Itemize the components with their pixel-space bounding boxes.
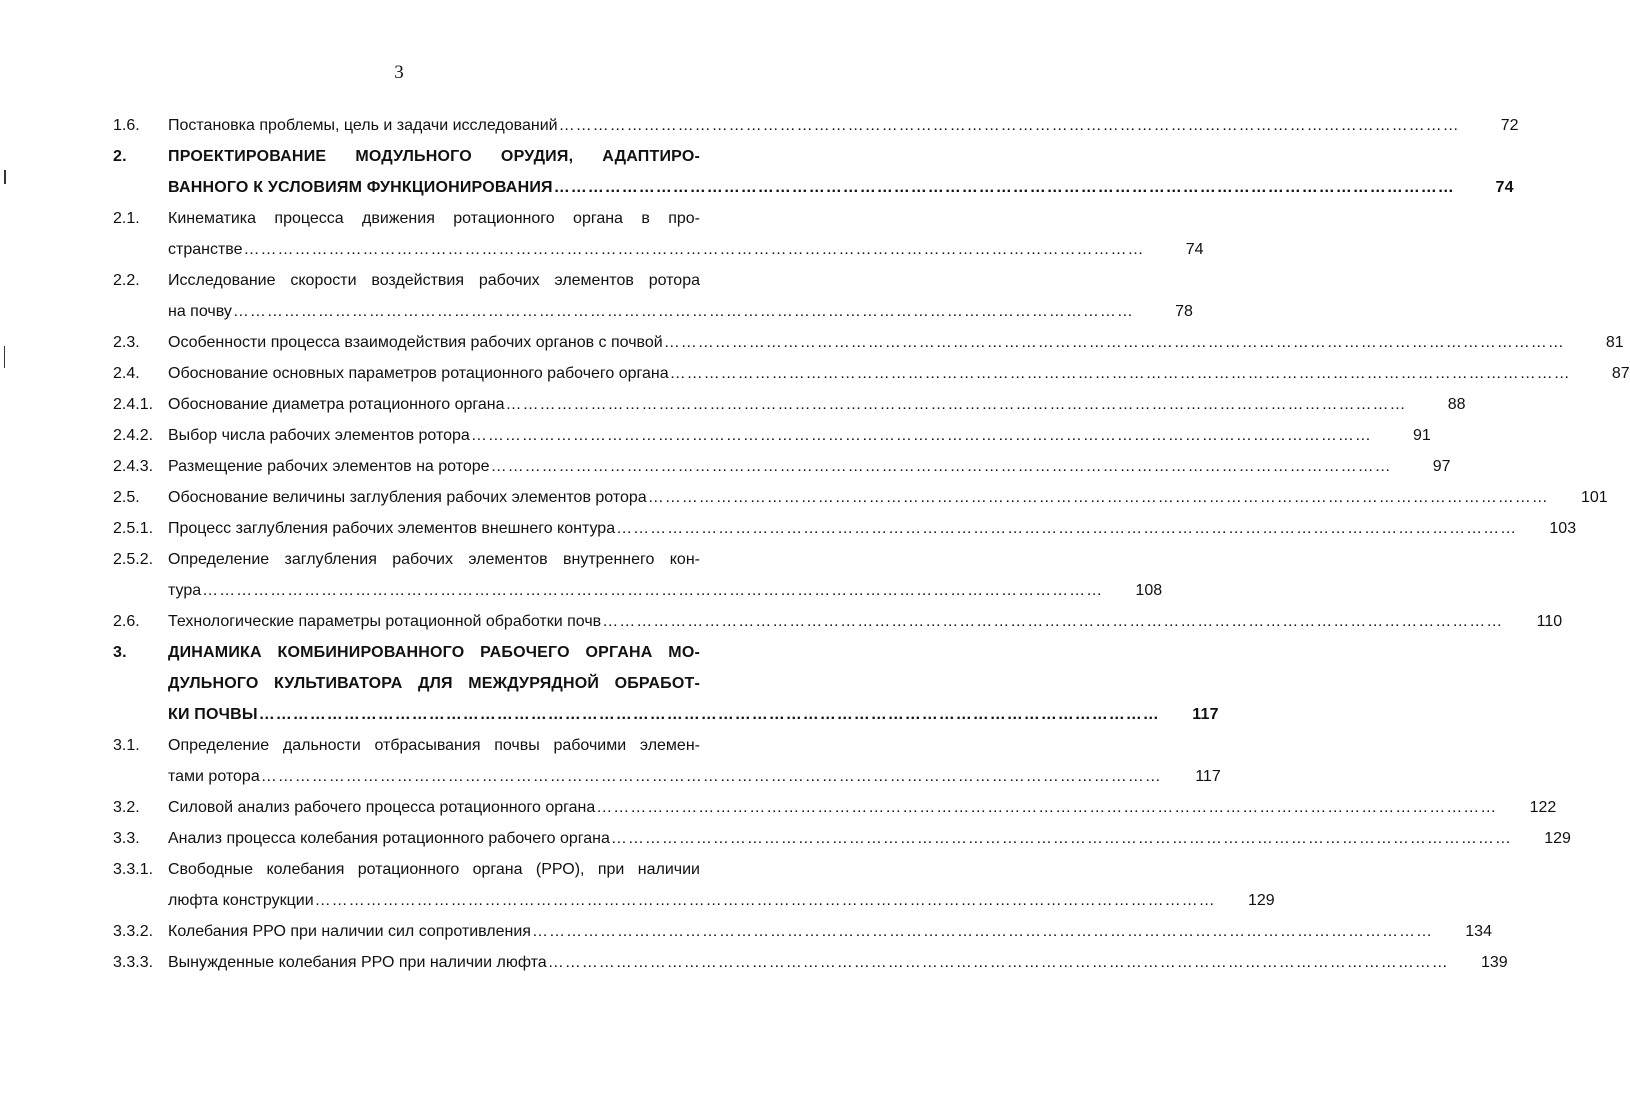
toc-line xyxy=(113,110,1519,141)
toc-entry-title: Анализ процесса колебания ротационного рабочего органа xyxy=(168,830,610,847)
toc-entry xyxy=(113,358,1630,389)
toc-entry-number: 2.3. xyxy=(113,334,140,351)
toc-entry-title-line xyxy=(168,916,1492,947)
toc-entry-title: Обоснование основных параметров ротационного рабочего органа xyxy=(168,365,669,382)
toc-entry-title: Обоснование величины заглубления рабочих элементов ротора xyxy=(168,489,647,506)
toc-line xyxy=(113,916,1492,947)
toc-page-number: 101 xyxy=(1580,489,1608,506)
toc-page-number: 139 xyxy=(1480,954,1508,971)
toc-entry-title: странстве xyxy=(168,241,243,258)
dot-leader: …………………………………………………………………………………………………………………………………………… xyxy=(602,613,1504,630)
toc-entry-title-line xyxy=(168,761,1221,792)
toc-page-number: 81 xyxy=(1605,334,1624,351)
toc-line xyxy=(113,265,745,296)
toc-entry-title: на почву xyxy=(168,303,232,320)
toc-entry-title: Вынужденные колебания РРО при наличии люфта xyxy=(168,954,547,971)
toc-entry-title: Постановка проблемы, цель и задачи исследований xyxy=(168,117,558,134)
toc-line xyxy=(113,234,1204,265)
toc-entry-title: Технологические параметры ротационной обработки почв xyxy=(168,613,602,630)
toc-entry-title: Силовой анализ рабочего процесса ротационного органа xyxy=(168,799,596,816)
toc-entry-number: 2.6. xyxy=(113,613,140,630)
toc-entry xyxy=(113,947,1508,978)
toc-entry-title: Кинематика процесса движения ротационного органа в про- xyxy=(168,210,700,227)
toc-entry xyxy=(113,854,1275,916)
dot-leader: …………………………………………………………………………………………………………………………………………… xyxy=(553,179,1455,196)
toc-entry-number: 3. xyxy=(113,644,127,661)
toc-line xyxy=(113,513,1577,544)
toc-line xyxy=(113,358,1630,389)
toc-line xyxy=(113,606,1563,637)
toc-page-number: 97 xyxy=(1432,458,1451,475)
margin-scan-mark xyxy=(4,346,5,368)
toc-entry-title: Определение заглубления рабочих элементов внутреннего кон- xyxy=(168,551,700,568)
toc-entry-title-line xyxy=(168,823,1571,854)
toc-entry-title-line xyxy=(168,389,1466,420)
toc-entry-number: 1.6. xyxy=(113,117,140,134)
dot-leader: …………………………………………………………………………………………………………………………………………… xyxy=(505,396,1407,413)
toc-page-number: 87 xyxy=(1611,365,1630,382)
toc-entry xyxy=(113,606,1563,637)
toc-page-number: 72 xyxy=(1500,117,1519,134)
toc-entry xyxy=(113,451,1451,482)
toc-page-number: 110 xyxy=(1536,613,1563,630)
toc-entry-title: ПРОЕКТИРОВАНИЕ МОДУЛЬНОГО ОРУДИЯ, АДАПТИРО- xyxy=(168,148,700,165)
toc-entry-title-line xyxy=(168,947,1508,978)
toc-page-number: 129 xyxy=(1544,830,1571,847)
dot-leader: …………………………………………………………………………………………………………………………………………… xyxy=(647,489,1549,506)
toc-line xyxy=(113,172,1514,203)
dot-leader: …………………………………………………………………………………………………………………………………………… xyxy=(202,582,1104,599)
toc-line xyxy=(113,203,745,234)
dot-leader: …………………………………………………………………………………………………………………………………………… xyxy=(663,334,1565,351)
toc-entry-title: Обоснование диаметра ротационного органа xyxy=(168,396,505,413)
toc-page-number: 117 xyxy=(1195,768,1221,785)
toc-line xyxy=(113,389,1466,420)
toc-line xyxy=(113,327,1624,358)
toc-entry xyxy=(113,265,1193,327)
toc-line xyxy=(113,637,745,668)
toc-page-number: 134 xyxy=(1465,923,1492,940)
table-of-contents xyxy=(113,110,1630,978)
dot-leader: …………………………………………………………………………………………………………………………………………… xyxy=(596,799,1498,816)
toc-entry-title-line xyxy=(168,110,1519,141)
toc-entry xyxy=(113,327,1624,358)
toc-line xyxy=(113,668,745,699)
toc-entry-number: 3.3.3. xyxy=(113,954,154,971)
toc-entry xyxy=(113,110,1519,141)
toc-entry-title: КИ ПОЧВЫ xyxy=(168,706,258,723)
toc-entry xyxy=(113,792,1557,823)
toc-entry xyxy=(113,141,1514,203)
toc-entry-title: Особенности процесса взаимодействия рабочих органов с почвой xyxy=(168,334,663,351)
toc-entry xyxy=(113,203,1204,265)
toc-entry-number: 2.4.1. xyxy=(113,396,154,413)
toc-entry-title-line xyxy=(168,420,1431,451)
toc-line xyxy=(113,947,1508,978)
toc-entry-title: Определение дальности отбрасывания почвы рабочими элемен- xyxy=(168,737,700,754)
toc-entry-title: тура xyxy=(168,582,202,599)
toc-page-number: 74 xyxy=(1495,179,1514,196)
dot-leader: …………………………………………………………………………………………………………………………………………… xyxy=(547,954,1449,971)
toc-line xyxy=(113,544,745,575)
toc-entry xyxy=(113,389,1466,420)
toc-entry-title: тами ротора xyxy=(168,768,260,785)
toc-entry-title: ДИНАМИКА КОМБИНИРОВАННОГО РАБОЧЕГО ОРГАНА МО- xyxy=(168,644,700,661)
toc-line xyxy=(113,823,1571,854)
toc-entry-number: 3.2. xyxy=(113,799,140,816)
toc-entry-title-line xyxy=(168,606,1563,637)
toc-entry-title: Процесс заглубления рабочих элементов внешнего контура xyxy=(168,520,616,537)
toc-page-number: 129 xyxy=(1247,892,1275,909)
toc-entry-number: 2.5.1. xyxy=(113,520,154,537)
toc-entry-title-line xyxy=(168,513,1577,544)
toc-entry-number: 3.1. xyxy=(113,737,140,754)
toc-page-number: 122 xyxy=(1529,799,1557,816)
toc-line xyxy=(113,482,1608,513)
toc-entry-number: 2.1. xyxy=(113,210,140,227)
toc-entry-title: ВАННОГО К УСЛОВИЯМ ФУНКЦИОНИРОВАНИЯ xyxy=(168,179,553,196)
toc-page-number: 78 xyxy=(1175,303,1193,320)
toc-entry-title: Свободные колебания ротационного органа (РРО), при наличии xyxy=(168,861,700,878)
toc-entry-number: 2. xyxy=(113,148,127,165)
toc-entry-title-line xyxy=(168,482,1608,513)
toc-entry-number: 2.2. xyxy=(113,272,140,289)
dot-leader: …………………………………………………………………………………………………………………………………………… xyxy=(243,241,1145,258)
dot-leader: …………………………………………………………………………………………………………………………………………… xyxy=(616,520,1518,537)
toc-entry-number: 2.4.2. xyxy=(113,427,154,444)
toc-entry xyxy=(113,823,1571,854)
toc-entry-title-line xyxy=(168,234,1204,265)
toc-line xyxy=(113,730,745,761)
toc-line xyxy=(113,699,1219,730)
toc-entry-title-line xyxy=(168,172,1514,203)
toc-entry xyxy=(113,916,1492,947)
page-number: 3 xyxy=(394,62,404,83)
toc-entry-title-line xyxy=(168,575,1163,606)
toc-entry-title: Размещение рабочих элементов на роторе xyxy=(168,458,490,475)
dot-leader: …………………………………………………………………………………………………………………………………………… xyxy=(314,892,1216,909)
toc-entry-title-line xyxy=(168,327,1624,358)
toc-line xyxy=(113,296,1193,327)
toc-entry-title-line xyxy=(168,792,1557,823)
toc-page-number: 117 xyxy=(1192,706,1219,723)
toc-entry-title: Выбор числа рабочих элементов ротора xyxy=(168,427,470,444)
toc-page-number: 74 xyxy=(1185,241,1204,258)
toc-entry-number: 3.3.1. xyxy=(113,861,154,878)
toc-entry-number: 2.5.2. xyxy=(113,551,154,568)
toc-line xyxy=(113,141,745,172)
toc-line xyxy=(113,885,1275,916)
dot-leader: …………………………………………………………………………………………………………………………………………… xyxy=(531,923,1433,940)
toc-entry-title: ДУЛЬНОГО КУЛЬТИВАТОРА ДЛЯ МЕЖДУРЯДНОЙ ОБРАБОТ- xyxy=(168,675,700,692)
toc-entry-number: 2.5. xyxy=(113,489,140,506)
toc-entry-number: 3.3. xyxy=(113,830,140,847)
toc-entry xyxy=(113,637,1219,730)
toc-entry xyxy=(113,730,1221,792)
toc-page-number: 108 xyxy=(1135,582,1163,599)
dot-leader: …………………………………………………………………………………………………………………………………………… xyxy=(610,830,1512,847)
toc-entry-title-line xyxy=(168,451,1451,482)
dot-leader: …………………………………………………………………………………………………………………………………………… xyxy=(490,458,1392,475)
toc-line xyxy=(113,451,1451,482)
toc-line xyxy=(113,854,745,885)
margin-scan-mark xyxy=(4,170,6,184)
dot-leader: …………………………………………………………………………………………………………………………………………… xyxy=(558,117,1460,134)
toc-line xyxy=(113,792,1557,823)
toc-entry xyxy=(113,544,1163,606)
dot-leader: …………………………………………………………………………………………………………………………………………… xyxy=(258,706,1160,723)
toc-entry-title-line xyxy=(168,699,1219,730)
toc-entry xyxy=(113,513,1577,544)
dot-leader: …………………………………………………………………………………………………………………………………………… xyxy=(669,365,1571,382)
toc-line xyxy=(113,420,1431,451)
toc-entry-title: Колебания РРО при наличии сил сопротивления xyxy=(168,923,531,940)
dot-leader: …………………………………………………………………………………………………………………………………………… xyxy=(232,303,1134,320)
dot-leader: …………………………………………………………………………………………………………………………………………… xyxy=(470,427,1372,444)
toc-entry-number: 2.4. xyxy=(113,365,140,382)
toc-line xyxy=(113,761,1221,792)
toc-entry-title-line xyxy=(168,358,1630,389)
toc-page-number: 103 xyxy=(1549,520,1577,537)
toc-entry-title-line xyxy=(168,296,1193,327)
toc-entry xyxy=(113,482,1608,513)
toc-entry-number: 2.4.3. xyxy=(113,458,154,475)
toc-entry-number: 3.3.2. xyxy=(113,923,154,940)
toc-entry-title: люфта конструкции xyxy=(168,892,314,909)
dot-leader: …………………………………………………………………………………………………………………………………………… xyxy=(260,768,1162,785)
toc-entry-title: Исследование скорости воздействия рабочих элементов ротора xyxy=(168,272,700,289)
toc-page-number: 91 xyxy=(1413,427,1431,444)
toc-page-number: 88 xyxy=(1447,396,1466,413)
toc-line xyxy=(113,575,1163,606)
toc-entry xyxy=(113,420,1431,451)
toc-entry-title-line xyxy=(168,885,1275,916)
